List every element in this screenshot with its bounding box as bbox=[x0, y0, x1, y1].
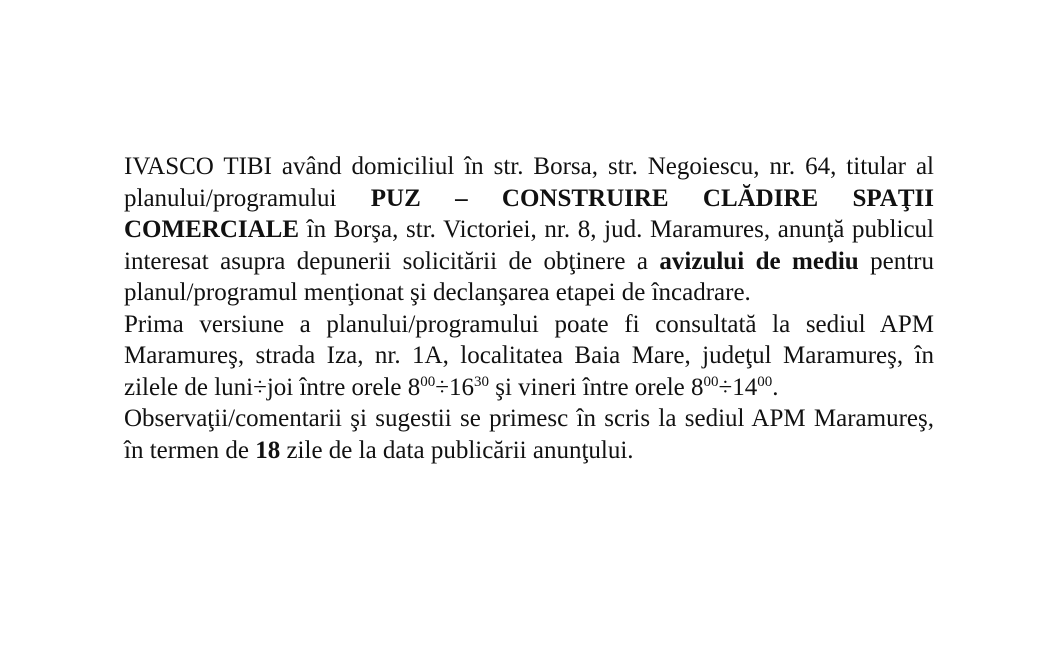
notice-text: Prima versiune a planului/programului poate fi consultată la sediul APM Maramureş, strada Iza, nr. 1A, localitatea Baia Mare, judeţul Maramureş, în zilele de luni÷joi între orele 8 bbox=[124, 310, 934, 401]
public-notice bbox=[124, 151, 934, 466]
notice-text: pentru planul/programul menţionat şi declanşarea etapei de încadrare. bbox=[124, 247, 935, 306]
notice-text: . bbox=[772, 373, 779, 401]
notice-text: şi vineri între orele 8 bbox=[489, 373, 704, 401]
time-superscript: 00 bbox=[757, 373, 773, 390]
environmental-permit-term: avizului de mediu bbox=[659, 247, 859, 275]
notice-text: zile de la data publicării anunţului. bbox=[280, 436, 634, 464]
deadline-days: 18 bbox=[255, 436, 281, 464]
notice-text: ÷14 bbox=[718, 373, 758, 401]
notice-text: în Borşa, str. Victoriei, nr. 8, jud. Maramures, anunţă publicul interesat asupra depunerii solicitării de obţinere a bbox=[124, 216, 934, 275]
notice-text: IVASCO TIBI având domiciliul în str. Borsa, str. Negoiescu, nr. 64, titular al planului/programului bbox=[124, 153, 934, 212]
notice-paragraph-1 bbox=[124, 151, 934, 309]
notice-text: ÷16 bbox=[435, 373, 474, 401]
notice-text: Observaţii/comentarii şi sugestii se primesc în scris la sediul APM Maramureş, în termen de bbox=[124, 405, 934, 464]
notice-paragraph-2 bbox=[124, 309, 934, 404]
time-superscript: 00 bbox=[420, 373, 436, 390]
plan-title: PUZ – CONSTRUIRE CLĂDIRE SPAŢII COMERCIALE bbox=[124, 184, 934, 243]
time-superscript: 00 bbox=[703, 373, 719, 390]
notice-paragraph-3 bbox=[124, 403, 934, 466]
time-superscript: 30 bbox=[474, 373, 489, 390]
